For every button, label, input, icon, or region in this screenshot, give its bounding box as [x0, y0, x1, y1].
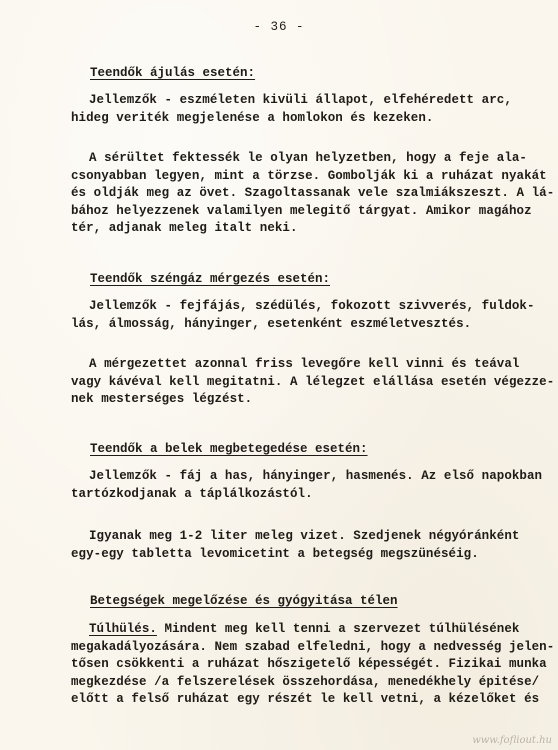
text-line: előtt a felső ruházat egy részét le kell vetni, a kézelőket és [71, 692, 540, 706]
text-line: bához helyezzenek valamilyen melegitő tárgyat. Amikor magához [71, 203, 532, 218]
text-line: A mérgezettet azonnal friss levegőre kell vinni és teával [89, 357, 520, 371]
text-line: Jellemzők - eszméleten kivüli állapot, elfehéredett arc, [89, 93, 512, 107]
section-heading-carbon-monoxide: Teendők széngáz mérgezés esetén: [90, 272, 331, 286]
section-heading-intestinal: Teendők a belek megbetegedése esetén: [90, 442, 368, 456]
section-heading-winter-illness: Betegségek megelőzése és gyógyitása télen [90, 594, 398, 608]
text-line: megkezdése /a felszerelések összehordása, menedékhely épitése/ [71, 674, 540, 689]
text-line: vagy kávéval kell megitatni. A lélegzet elállása esetén végezze- [71, 374, 555, 389]
text-line: Jellemzők - fejfájás, szédülés, fokozott szivverés, fuldok- [89, 299, 535, 313]
paragraph-fainting-symptoms [71, 92, 541, 127]
text-line: és oldják meg az övet. Szagoltassanak vele szalmiákszeszt. A lá- [71, 186, 555, 200]
text-line-rest: Mindent meg kell tenni a szervezet túlhülésének [156, 622, 520, 636]
paragraph-co-treatment [71, 356, 555, 409]
text-line-hypothermia-first [71, 621, 541, 639]
text-line: lás, álmosság, hányinger, esetenként eszméletvesztés. [71, 316, 472, 331]
text-line: tartózkodjanak a táplálkozástól. [71, 486, 313, 501]
paragraph-hypothermia [71, 621, 555, 709]
paragraph-intestinal-symptoms [71, 468, 541, 503]
paragraph-fainting-treatment [71, 150, 555, 238]
paragraph-co-symptoms [71, 298, 541, 333]
run-in-term: Túlhülés. [89, 622, 157, 636]
page-number: - 36 - [253, 20, 305, 34]
text-line: megakadályozására. Nem szabad elfeledni, hogy a nedvesség jelen- [71, 639, 555, 654]
section-heading-fainting: Teendők ájulás esetén: [90, 66, 256, 80]
text-line: A sérültet fektessék le olyan helyzetben, hogy a feje ala- [89, 151, 527, 165]
text-line: tősen csökkenti a ruházat hőszigetelő képességét. Fizikai munka [71, 657, 547, 671]
watermark: www.fofliout.hu [472, 735, 552, 746]
text-line: nek mesterséges légzést. [71, 392, 253, 406]
text-line: egy-egy tabletta levomicetint a betegség megszünéséig. [71, 546, 479, 561]
text-line: tér, adjanak meleg italt neki. [71, 221, 298, 235]
text-line: hideg veriték megjelenése a homlokon és kezeken. [71, 110, 434, 125]
text-line: csonyabban legyen, mint a törzse. Gombolják ki a ruházat nyakát [71, 168, 547, 183]
paragraph-intestinal-treatment [71, 528, 541, 563]
text-line: Igyanak meg 1-2 liter meleg vizet. Szedjenek négyóránként [89, 529, 520, 543]
text-line: Jellemzők - fáj a has, hányinger, hasmenés. Az első napokban [89, 469, 543, 483]
